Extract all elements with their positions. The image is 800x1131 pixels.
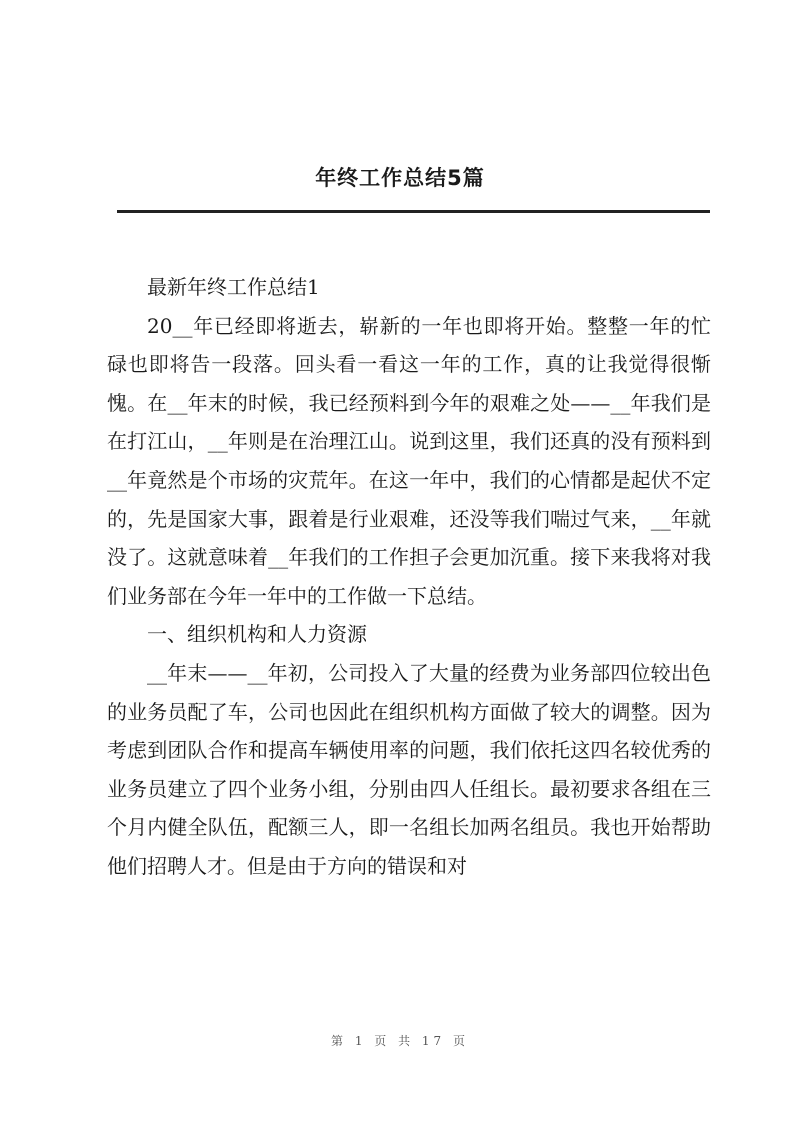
section-heading: 最新年终工作总结1	[147, 275, 320, 299]
title-divider	[117, 210, 710, 213]
body-paragraph: __年末——__年初，公司投入了大量的经费为业务部四位较出色的业务员配了车，公司也因此在组织机构方面做了较大的调整。因为考虑到团队合作和提高车辆使用率的问题，我们依托这四名较优秀的业务员建立了四个业务小组，分别由四人任组长。最初要求各组在三个月内健全队伍，配额三人，即一名组长加两名组员。我也开始帮助他们招聘人才。但是由于方向的错误和对	[107, 660, 711, 878]
page-title: 年终工作总结5篇	[315, 166, 485, 190]
document-body	[107, 268, 711, 886]
section-heading: 一、组织机构和人力资源	[147, 622, 367, 647]
page-footer: 第 1 页 共 17 页	[331, 1034, 469, 1048]
body-paragraph: 20__年已经即将逝去，崭新的一年也即将开始。整整一年的忙碌也即将告一段落。回头看一看这一年的工作，真的让我觉得很惭愧。在__年末的时候，我已经预料到今年的艰难之处——__年我们是在打江山，__年则是在治理江山。说到这里，我们还真的没有预料到__年竟然是个市场的灾荒年。在这一年中，我们的心情都是起伏不定的，先是国家大事，跟着是行业艰难，还没等我们喘过气来，__年就没了。这就意味着__年我们的工作担子会更加沉重。接下来我将对我们业务部在今年一年中的工作做一下总结。	[107, 313, 711, 608]
